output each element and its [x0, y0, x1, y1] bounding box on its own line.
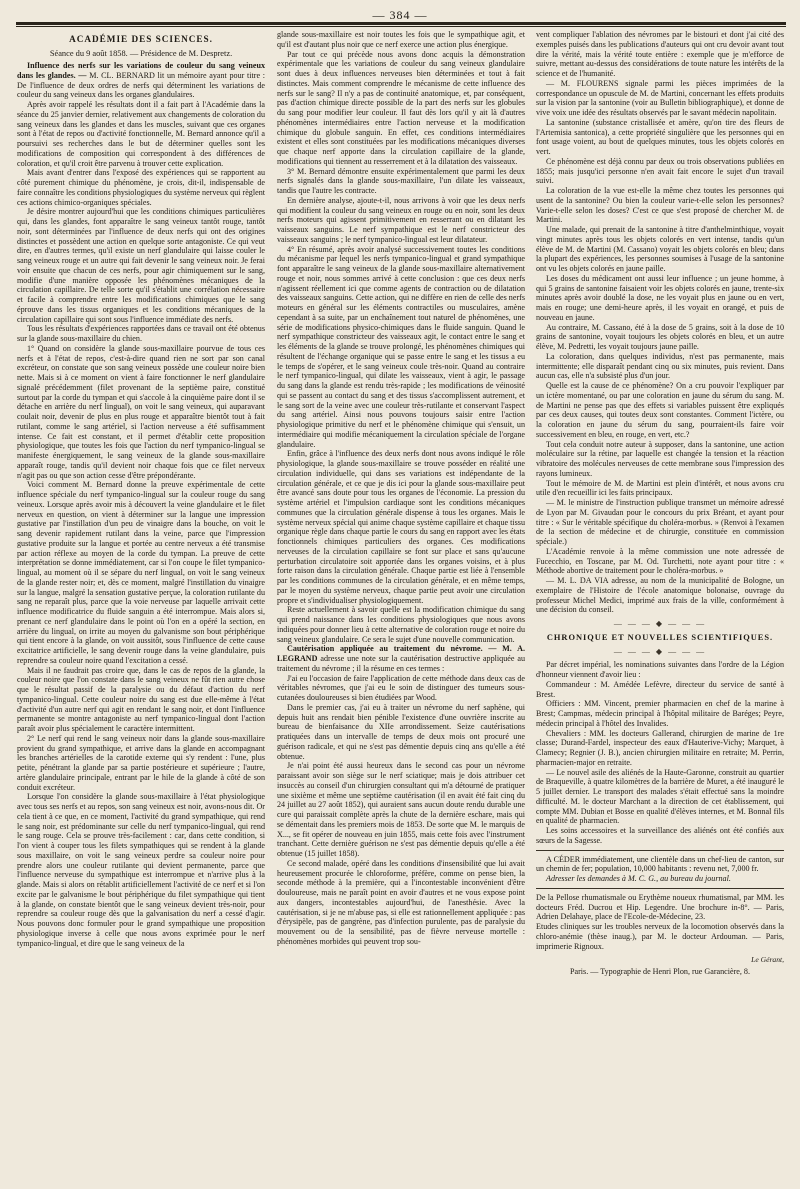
paragraph: Tous les résultats d'expériences rapportées dans ce travail ont été obtenus sur la glande sous-maxillaire du chien. — [17, 324, 265, 344]
paragraph: 1° Quand on considère la glande sous-maxillaire pourvue de tous ces nerfs et à l'état de repos, c'est-à-dire quand rien ne sort par son canal excréteur, on constate que son sang veineux possède une couleur noire bien nette. Mais si à ce moment on vient à faire fonctionner le nerf glandulaire signalé précédemment (filet provenant de la septième paire, constitué surtout par la corde du tympan et qui s'accole à la cinquième paire dont il se détache en arrière du nerf lingual), on voit le sang veineux, qui auparavant coulait noir, devenir de plus en plus rouge et apparaître bientôt tout à fait rutilant, comme le sang artériel, si l'action nerveuse a été suffisamment intense. Ce fait est constant, et il permet d'établir cette proposition physiologique, que toutes les fois que l'action du nerf tympanico-lingual se manifeste énergiquement, le sang veineux de la glande sous-maxillaire apparaît rouge, tandis qu'il devient noir chaque fois que ce filet nerveux n'agit pas ou que son action cesse d'être prépondérante. — [17, 343, 265, 480]
paragraph: 3° M. Bernard démontre ensuite expérimentalement que parmi les deux nerfs signalés dans la glande sous-maxillaire, l'un dilate les vaisseaux, tandis que l'autre les contracte. — [277, 166, 525, 195]
paragraph: Dans le premier cas, j'ai eu à traiter un névrome du nerf saphène, qui depuis huit ans rendait bien pénible l'existence d'une ouvrière inscrite au bureau de bienfaisance du XIIe arrondissement. Seize cautérisations pratiquées dans un intervalle de temps de deux mois ont procuré une guérison radicale, et qui ne s'est pas démentie depuis cinq ans qu'elle a été obtenue. — [277, 702, 525, 761]
paragraph: Une malade, qui prenait de la santonine à titre d'anthelminthique, voyait vingt minutes après tous les objets colorés en vert intense, tandis qu'un élève de M. de Martini (M. Cassano) voyait les objets colorés en bleu; dans la plupart des expériences, les personnes soumises à l'usage de la santonine ont vu les objets colorés en jaune paille. — [536, 225, 784, 273]
paragraph: Quelle est la cause de ce phénomène? On a cru pouvoir l'expliquer par un ictère momentané, ou par une coloration en jaune du sérum du sang. M. de Martini ne pense pas que des effets si variables puissent être expliqués par ces deux causes, qui toutes deux sont constantes. Comment l'ictère, ou la coloration en jaune du sérum du sang, pourraient-ils faire voir successivement en bleu, en rouge, en vert, etc.? — [536, 381, 784, 439]
paragraph: Les doses du médicament ont aussi leur influence ; un jeune homme, à qui 5 grains de santonine faisaient voir les objets colorés en jaune, trente-six minutes après avoir doublé la dose, ne les voyait plus en jaune ou en vert, mais en rouge; une demi-heure après, il les voyait en orangé, et puis de nouveau en jaune. — [536, 273, 784, 322]
article-lead: Cautérisation appliquée au traitement du névrome. — M. A. LEGRAND — [277, 644, 525, 663]
paragraph: J'ai eu l'occasion de faire l'application de cette méthode dans deux cas de véritables névromes, que j'ai eu le soin de distinguer des tumeurs sous-cutanées douloureuses si bien étudiées par Wood. — [277, 673, 525, 702]
paragraph: L'Académie renvoie à la même commission une note adressée de Fucecchio, en Toscane, par M. Od. Turchetti, note ayant pour titre : « Méthode abortive de traitement pour le choléra-morbus. » — [536, 546, 784, 576]
advertisement: A CÉDER immédiatement, une clientèle dans un chef-lieu de canton, sur un chemin de fer; population, 10,000 habitants : revenu net, 7,000 fr. — [536, 854, 784, 874]
paragraph: — M. le ministre de l'instruction publique transmet un mémoire adressé de Lyon par M. Givaudan pour le concours du prix Bréant, et ayant pour titre : « Sur le véritable spécifique du choléra-morbus. » (Renvoi à l'examen de la section de médecine et de chirurgie, constituée en commission spéciale.) — [536, 498, 784, 546]
paragraph: La santonine (substance cristallisée et amère, qu'on tire des fleurs de l'Artemisia santonica), a cette propriété singulière que les personnes qui en font usage voient, au bout de quelques minutes, tous les objets colorés en vert. — [536, 117, 784, 156]
session-line: Séance du 9 août 1858. — Présidence de M. Despretz. — [49, 49, 233, 59]
divider — [536, 888, 784, 889]
paragraph: Les soins accessoires et la surveillance des aliénés ont été confiés aux sœurs de la Sagesse. — [536, 826, 784, 845]
header-rule — [16, 22, 786, 27]
paragraph: Par tout ce qui précède nous avons donc acquis la démonstration expérimentale que les variations de couleur du sang veineux glandulaire sont dues à deux influences nerveuses bien déterminées et tout à fait distinctes. Mais comment comprendre le mécanisme de cette influence des nerfs sur le sang? Il n'y a pas de continuité anatomique, et, par conséquent, pas d'action chimique directe possible de la part des nerfs sur les globules du sang pour modifier leur couleur. Il faut dès lors qu'il y ait là d'autres phénomènes intermédiaires entre l'action nerveuse et la modification chimique du globule sanguin. En effet, ces conditions intermédiaires existent et elles sont constituées par les modifications mécaniques diverses que chaque nerf apporte dans la circulation capillaire de la glande, modifications qui tiennent au resserrement et à la dilatation des vaisseaux. — [277, 49, 525, 166]
ornament-divider: — — — ◆ — — — — [613, 619, 707, 628]
paragraph: vent compliquer l'ablation des névromes par le bistouri et dont j'ai cité des exemples puisés dans les publications d'auteurs qui ont cru devoir avant tout dire la vérité, mais la vérité toute entière : exemple que je m'efforce de suivre, mettant au-dessus des considérations de toute nature les intérêts de la science et de l'humanité. — [536, 30, 784, 78]
paragraph: — M. L. DA VIA adresse, au nom de la municipalité de Bologne, un exemplaire de l'Histoire de l'école anatomique bolonaise, ouvrage du professeur Michel Medici, imprimé aux frais de la ville, conformément à une décision du conseil. — [536, 576, 784, 615]
paragraph: Je désire montrer aujourd'hui que les conditions chimiques particulières qui, dans les glandes, font apparaître le sang veineux tantôt rouge, tantôt noir, sont déterminées par l'influence de deux nerfs qui ont des origines distinctes et possèdent une action en quelque sorte antagoniste. Ce qui veut dire, en d'autres termes, qu'il existe un nerf glandulaire qui laisse couler le sang veineux rouge et un autre qui fait devenir le sang veineux noir. Je ferai voir ensuite que chacun de ces nerfs, pour agir chimiquement sur le sang, modifie d'une manière opposée les phénomènes mécaniques de la circulation capillaire. De telle sorte qu'il s'établit une corrélation nécessaire et facile à comprendre entre les modifications chimiques que le sang éprouve dans les tissus organiques et les conditions mécaniques de la circulation capillaire qui sont sous l'influence immédiate des nerfs. — [17, 207, 265, 324]
paragraph: adresse une note sur la cautérisation destructive appliquée au traitement du névrome ; il la résume en ces termes : — [277, 654, 525, 673]
page-number: — 384 — — [372, 8, 428, 22]
paragraph: En dernière analyse, ajoute-t-il, nous arrivons à voir que les deux nerfs qui modifient la couleur du sang veineux en rouge ou en noir, sont les deux nerfs moteurs qui agissent primitivement en resserrant ou en dilatant les vaisseaux sanguins. Le nerf sympathique est le nerf constricteur des vaisseaux sanguins ; le nerf tympanico-lingual est leur dilatateur. — [277, 195, 525, 244]
paragraph: Par décret impérial, les nominations suivantes dans l'ordre de la Légion d'honneur viennent d'avoir lieu : — [536, 660, 784, 680]
section-title-academie: ACADÉMIE DES SCIENCES. — [69, 34, 213, 44]
paragraph: Après avoir rappelé les résultats dont il a fait part à l'Académie dans la séance du 25 janvier dernier, relativement aux changements de coloration du sang veineux dans les glandes et dans les muscles, suivant que ces organes sont à l'état de repos ou d'activité fonctionnelle, M. Bernard annonce qu'il a poursuivi ses recherches dans le but de déterminer quelles sont les modifications de composition qui correspondent à des différences de coloration, et qu'il croit être parvenu à trouver cette explication. — [17, 100, 265, 168]
paragraph: M. CL. BERNARD lit un mémoire ayant pour titre : De l'influence de deux ordres de nerfs qui déterminent les variations de couleur du sang veineux dans les organes glandulaires. — [17, 70, 265, 100]
paragraph: 2° Le nerf qui rend le sang veineux noir dans la glande sous-maxillaire provient du grand sympathique, et arrive dans la glande en accompagnant les branches artérielles de la carotide externe qui s'y rendent : l'une, plus petite, pénétrant la glande par sa partie postérieure et supérieure ; l'autre, artère glandulaire principale, entrant par le hile de la glande à côté de son conduit excréteur. — [17, 733, 265, 792]
column-1 — [17, 30, 265, 1180]
paragraph: Mais il ne faudrait pas croire que, dans le cas de repos de la glande, la couleur noire que l'on constate dans le sang veineux ne fût rien autre chose que le résultat passif de la paralysie ou du défaut d'action du nerf tympanico-lingual. Cette couleur noire du sang est due elle-même à l'état d'activité d'un autre nerf qui agit en rendant le sang noir, et dont l'influence permanente se montre antagoniste au nerf tympanico-lingual dont l'action paraît avoir plus spécialement le caractère intermittent. — [17, 665, 265, 734]
ornament-divider: — — — ◆ — — — — [613, 646, 707, 656]
column-2 — [277, 30, 525, 1180]
paragraph: Ce second malade, opéré dans les conditions d'insensibilité que lui avait heureusement procurée le chloroforme, préfère, comme on pense bien, la seconde méthode à la première, qui a l'incontestable inconvénient d'être douloureuse, mais ne paraît point en avoir d'autres et ne vous expose point aux dangers, incontestables aujourd'hui, de l'anesthésie. Avec la cautérisation, si je ne m'abuse pas, si elle est rationnellement appliquée : pas d'érysipèle, pas de gangrène, pas d'infection purulente, pas de paralysie du mouvement ou de la sensibilité, pas de fièvre nerveuse mortelle : phénomènes morbides qui peuvent trop sou- — [277, 858, 525, 946]
paragraph: Enfin, grâce à l'influence des deux nerfs dont nous avons indiqué le rôle physiologique, la glande sous-maxillaire se trouve posséder en réalité une circulation individuelle, qui dans ses variations est indépendante de la circulation générale, et ce que je dis ici pour la glande sous-maxillaire peut être avancé sans doute pour tous les organes de l'économie. La pression du système artériel et l'impulsion cardiaque sont les conditions mécaniques communes que la circulation générale dispense à tous les organes. Mais le système nerveux spécial qui anime chaque système capillaire et chaque tissu organique règle dans chaque partie le cours du sang en rapport avec les états fonctionnels chimiques particuliers des organes. Ces modifications nerveuses de la circulation capillaire se font sur place et sans qu'aucune perturbation circulatoire soit apportée dans les organes voisins, et à plus forte raison dans la circulation générale. Chaque partie est liée à l'ensemble par les conditions communes de la circulation générale, et en même temps, par le moyen du système nerveux, chaque partie peut avoir une circulation propre et s'individualiser physiologiquement. — [277, 449, 525, 605]
paragraph: La coloration de la vue est-elle la même chez toutes les personnes qui usent de la santonine? Ou bien la couleur varie-t-elle selon les personnes? Varie-t-elle selon les doses? C'est ce que s'est proposé de chercher M. de Martini. — [536, 186, 784, 225]
paragraph: Voici comment M. Bernard donne la preuve expérimentale de cette influence spéciale du nerf tympanico-lingual sur la couleur rouge du sang veineux. Lorsque après avoir mis à découvert la veine glandulaire et le filet nerveux en question, on vient à déterminer sur la langue une impression gustative par l'instillation d'un peu de vinaigre dans la bouche, on voit le sang devenir rapidement rutilant dans la veine, parce que l'impression gustative produite sur la langue et portée au centre nerveux a été transmise par action réflexe au moyen de la corde du tympan. La preuve de cette interprétation se donne immédiatement, car si l'on coupe le filet tympanico-lingual, au moment où il se sépare du nerf lingual, on voit le sang veineux de la glande rester noir; et, dès ce moment, malgré l'instillation du vinaigre sur la langue, malgré la sensation gustative perçue, la coloration rutilante du sang ne reparaît plus, parce que la voie nerveuse par laquelle arrivait cette influence modificatrice du fluide sanguin a été interrompue. Mais alors si, prenant ce nerf glandulaire dans le point où l'on en a opéré la section, en arrière du lingual, on irrite au moyen du galvanisme son bout périphérique qui tient encore à la glande, on voit aussitôt, sous l'influence de cette cause excitatrice artificielle, le sang devenir rouge dans la veine glandulaire, puis reprendre sa couleur noire quand l'excitation a cessé. — [17, 480, 265, 665]
paragraph: Au contraire, M. Cassano, été à la dose de 5 grains, soit à la dose de 10 grains de santonine, voyait toujours les objets colorés en bleu, et un autre élève, M. Pedretti, les voyait toujours jaune paille. — [536, 322, 784, 351]
paragraph: La coloration, dans quelques individus, n'est pas permanente, mais intermittente; elle disparaît pendant cinq ou six minutes, puis revient. Dans aucun cas, elle n'a subsisté plus d'un jour. — [536, 351, 784, 381]
paragraph: Reste actuellement à savoir quelle est la modification chimique du sang qui prend naissance dans les conditions physiologiques que nous avons indiquées pour donner lieu à cette alternative de coloration rouge et noire du sang veineux glandulaire. Ce sera le sujet d'une nouvelle communication. — [277, 605, 525, 644]
paragraph: 4° En résumé, après avoir analysé successivement toutes les conditions du mécanisme par lequel les nerfs tympanico-lingual et grand sympathique font apparaître le sang veineux de la glande sous-maxillaire alternativement rouge et noir, nous sommes arrivé à cette conclusion : que ces deux nerfs n'agissent réellement ici que comme agents de contraction ou de dilatation des vaisseaux sanguins. Cette action, qui ne diffère en rien de celle des nerfs moteurs en général sur les éléments contractiles ou musculaires, amène cependant à sa suite, par un enchaînement tout naturel de phénomènes, une série de modifications physico-chimiques dans le fluide sanguin. Quand le nerf sympathique constricteur des vaisseaux agit, le contact entre le sang et les éléments de la glande se trouve prolongé, les phénomènes chimiques qui résultent de l'échange organique qui se passe entre le sang et les tissus a eu le temps de s'opérer, et le sang veineux coule très-noir. Quand au contraire le nerf tympanico-lingual, qui dilate les vaisseaux, vient à agir, le passage du sang dans la glande est rendu très-rapide ; les modifications de véinosité qui se passent au contact du sang et des tissus s'accomplissent autrement, et le sang sort de la veine avec une couleur très-rutilante et conservant l'aspect du sang artériel. Ainsi nous pouvons toujours saisir entre l'action physiologique primitive du nerf et le phénomène chimique qui s'ensuit, un intermédiaire qui modifie mécaniquement la circulation spéciale de l'organe glandulaire. — [277, 244, 525, 449]
article-lead: Influence des nerfs sur les variations de couleur du sang veineux dans les glandes. — — [17, 61, 265, 80]
gerant-signature: Le Gérant, — [751, 955, 784, 965]
paragraph: Ce phénomène est déjà connu par deux ou trois observations publiées en 1855; mais jusqu'ici personne n'en avait fait encore le sujet d'un travail suivi. — [536, 156, 784, 186]
paragraph: Commandeur : M. Amédée Lefèvre, directeur du service de santé à Brest. — [536, 679, 784, 699]
paragraph: — M. FLOURENS signale parmi les pièces imprimées de la correspondance un opuscule de M. de Martini, concernant les effets produits sur la vision par la santonine (voir au Bulletin bibliographique), et donne de vive voix une idée des résultats observés par le savant médecin napolitain. — [536, 78, 784, 117]
paragraph: Tout cela conduit notre auteur à supposer, dans la santonine, une action moléculaire sur la rétine, par laquelle est changée la tension et la réaction vibratoire des molécules nerveuses de cette membrane sous l'impression des rayons lumineux. — [536, 439, 784, 478]
book-notice: Etudes cliniques sur les troubles nerveux de la locomotion observés dans la chloro-anémie (thèse inaug.), par M. le docteur Ardouman. — Paris, imprimerie Rignoux. — [536, 922, 784, 951]
paragraph: Lorsque l'on considère la glande sous-maxillaire à l'état physiologique avec tous ses nerfs et au repos, son sang veineux est noir, avons-nous dit. Or cela tient à ce que, en ce moment, l'activité du grand sympathique, qui rend le sang noir, est prédominante sur celle du nerf tympanico-lingual, qui rend le sang rouge. Cela se prouve très-facilement : car, dans cette condition, si l'on vient à couper tous les filets sympathiques qui se rendent à la glande sous maxillaire, on voit le sang veineux perdre sa couleur noire pour prendre alors une couleur rutilante qui devient permanente, parce que l'influence nerveuse du sympathique est interrompue et n'arrive plus à la glande. Mais si alors on rétablit artificiellement l'activité de ce nerf et si l'on excite par le galvanisme le bout périphérique du filet sympathique qui tient à la glande, on constate bientôt que le sang veineux devient très-noir, pour reprendre sa couleur rouge dès que la galvanisation du nerf a cessé d'agir. Nous pouvons donc formuler pour le grand sympathique une proposition physiologique inverse à celle que nous avons exprimée pour le nerf tympanico-lingual, et dire que le sang veineux de la — [17, 792, 265, 948]
printer-line: Paris. — Typographie de Henri Plon, rue Garancière, 8. — [570, 966, 750, 976]
divider — [536, 850, 784, 851]
paragraph: Tout le mémoire de M. de Martini est plein d'intérêt, et nous avons cru utile d'en recueillir ici les faits principaux. — [536, 478, 784, 498]
advertisement-contact: Adresser les demandes à M. C. G., au bureau du journal. — [546, 874, 731, 884]
paragraph: Officiers : MM. Vincent, premier pharmacien en chef de la marine à Brest; Campmas, médecin principal à l'hôpital militaire de Baréges; Peyre, médecin principal à l'hôtel des Invalides. — [536, 699, 784, 728]
section-title-chronique: CHRONIQUE ET NOUVELLES SCIENTIFIQUES. — [546, 632, 774, 642]
paragraph: Chevaliers : MM. les docteurs Gallerand, chirurgien de marine de 1re classe; Durand-Fardel, inspecteur des eaux d'Hauterive-Vichy; Marquet, à Clamecy; Regnier (J. B.), ancien chirurgien militaire en retraite; M. Perrin, pharmacien-major en retraite. — [536, 728, 784, 767]
paragraph: Mais avant d'entrer dans l'exposé des expériences qui se rapportent au côté purement chimique du phénomène, je crois, dit-il, indispensable de faire connaître les conditions physiologiques du système nerveux qui règlent ces actions chimico-organiques spéciales. — [17, 168, 265, 207]
paragraph: — Le nouvel asile des aliénés de la Haute-Garonne, construit au quartier de Braqueville, à quatre kilomètres de la barrière de Muret, a été inauguré le 5 juillet dernier. Le transport des malades s'était effectué sans la moindre difficulté. M. le docteur Marchant a la direction de cet établissement, qui compte MM. Dubian et Bosse en qualité d'élèves internes, et M. Bonnal fils en qualité de pharmacien. — [536, 767, 784, 826]
book-notice: De la Pellose rhumatismale ou Erythème noueux rhumatismal, par MM. les docteurs Fréd. Ducrou et Hip. Legendre. Une brochure in-8°. — Paris, Adrien Delahaye, place de l'Ecole-de-Médecine, 23. — [536, 892, 784, 922]
paragraph: Je n'ai point été aussi heureux dans le second cas pour un névrome paraissant avoir son siège sur le nerf sciatique; mais je dois attribuer cet insuccès au conseil d'un chirurgien consultant qui m'a détourné de pratiquer une sixième et même une septième cautérisation (il en avait été fait cinq du 24 juillet au 27 août 1852), qui auraient sans aucun doute rendu durable une cure qui paraissait complète après la chute de la dernière eschare, mais qui se démentait dans les premiers mois de 1853. De sorte que M. le marquis de X..., se fit opérer de nouveau en juin 1855, mais cette fois avec l'instrument tranchant. Cette dernière guérison ne s'est pas démentie depuis qu'elle a été obtenue (15 juillet 1858). — [277, 761, 525, 858]
paragraph: glande sous-maxillaire est noir toutes les fois que le sympathique agit, et qu'il est d'autant plus noir que ce nerf exerce une action plus énergique. — [277, 30, 525, 49]
column-3 — [536, 30, 784, 1180]
